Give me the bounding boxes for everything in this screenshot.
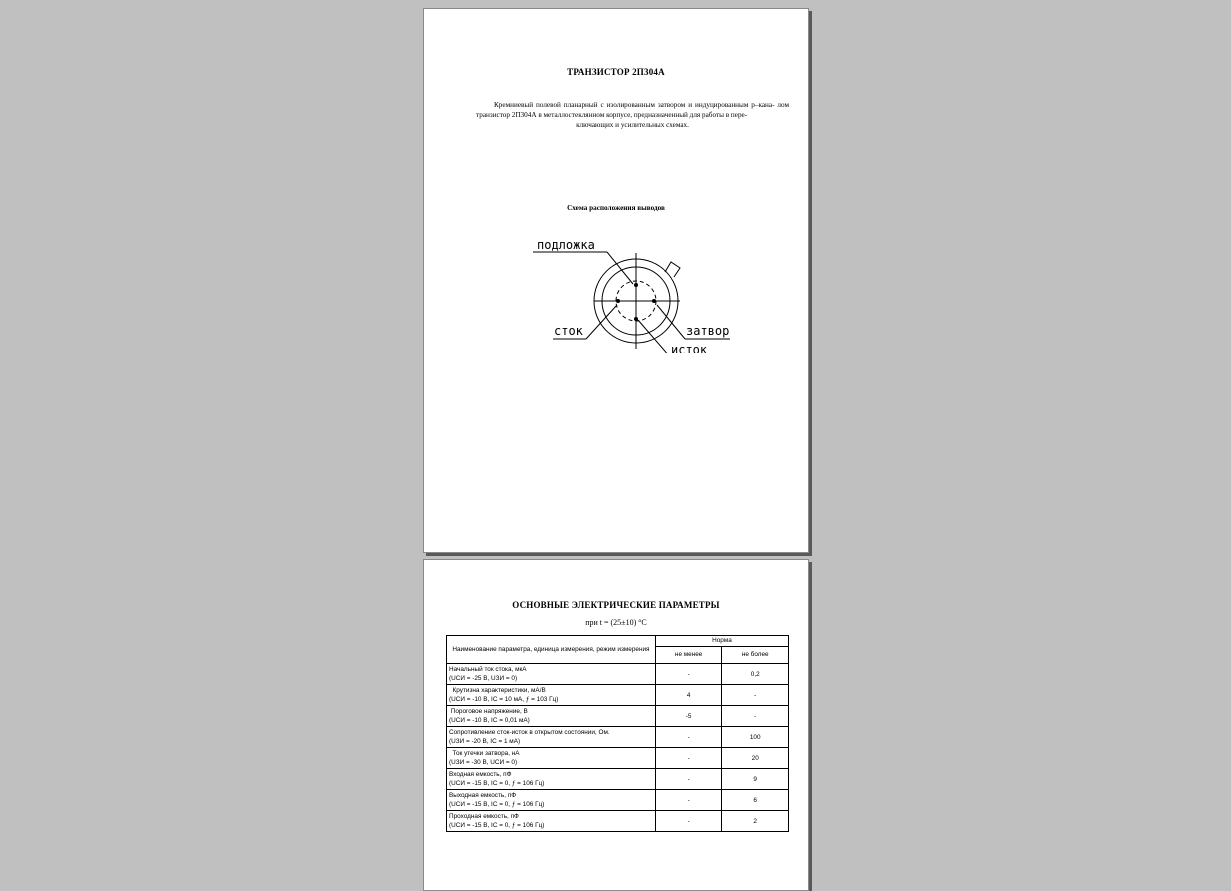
document-page-1 xyxy=(423,8,809,553)
intro-line: Кремниевый полевой планарный с изолированным затвором и индуцированным p–кана- xyxy=(494,101,775,109)
max-value: 100 xyxy=(722,727,789,748)
min-value: - xyxy=(655,811,722,832)
header-norm: Норма xyxy=(655,636,788,647)
max-value: - xyxy=(722,706,789,727)
intro-paragraph xyxy=(476,100,789,130)
table-row xyxy=(447,664,789,685)
parameter-mode: (UЗИ = -30 В, UСИ = 0) xyxy=(449,759,518,766)
parameter-name: Сопротивление сток-исток в открытом состоянии, Ом. xyxy=(449,729,610,736)
max-value: 6 xyxy=(722,790,789,811)
table-row xyxy=(447,706,789,727)
parameter-cell xyxy=(447,664,656,685)
intro-line: ключающих и усилительных схемах. xyxy=(576,121,689,129)
parameter-name: Ток утечки затвора, нА xyxy=(449,750,520,757)
min-value: - xyxy=(655,769,722,790)
max-value: - xyxy=(722,685,789,706)
max-value: 0,2 xyxy=(722,664,789,685)
parameter-mode: (UСИ = -25 В, UЗИ = 0) xyxy=(449,675,518,682)
min-value: - xyxy=(655,727,722,748)
parameter-mode: (UСИ = -15 В, IС = 0, ƒ = 106 Гц) xyxy=(449,822,545,829)
pin-label-drain: сток xyxy=(554,324,583,338)
parameter-name: Начальный ток стока, мкА xyxy=(449,666,527,673)
min-value: - xyxy=(655,748,722,769)
measurement-conditions: при t = (25±10) °С xyxy=(585,618,647,627)
parameter-cell xyxy=(447,748,656,769)
intro-line: лом транзистор 2П304А в металлостеклянном корпусе, предназначенный для работы в пере- xyxy=(476,101,790,119)
parameter-mode: (UСИ = -15 В, IС = 0, ƒ = 106 Гц) xyxy=(449,801,545,808)
pin-label-gate: затвор xyxy=(686,324,730,338)
parameter-cell xyxy=(447,790,656,811)
min-value: -5 xyxy=(655,706,722,727)
max-value: 9 xyxy=(722,769,789,790)
page-title: ТРАНЗИСТОР 2П304А xyxy=(567,67,665,77)
parameter-mode: (UСИ = -10 В, IС = 0,01 мА) xyxy=(449,717,530,724)
table-row xyxy=(447,685,789,706)
section-title: ОСНОВНЫЕ ЭЛЕКТРИЧЕСКИЕ ПАРАМЕТРЫ xyxy=(512,600,720,610)
pin-label-source: исток xyxy=(671,343,708,353)
parameter-name: Входная емкость, пФ xyxy=(449,771,512,778)
parameter-name: Крутизна характеристики, мА/В xyxy=(449,687,546,694)
header-min: не менее xyxy=(655,647,722,664)
parameter-name: Проходная емкость, пФ xyxy=(449,813,519,820)
max-value: 20 xyxy=(722,748,789,769)
pin-label-substrate: подложка xyxy=(537,238,595,252)
parameter-cell xyxy=(447,769,656,790)
pinout-diagram xyxy=(524,223,734,353)
parameter-mode: (UЗИ = -20 В, IС = 1 мА) xyxy=(449,738,521,745)
table-row xyxy=(447,790,789,811)
min-value: - xyxy=(655,790,722,811)
parameter-mode: (UСИ = -15 В, IС = 0, ƒ = 106 Гц) xyxy=(449,780,545,787)
header-max: не более xyxy=(722,647,789,664)
parameters-table xyxy=(446,635,789,832)
table-row xyxy=(447,769,789,790)
table-body xyxy=(447,664,789,832)
parameter-cell xyxy=(447,685,656,706)
header-parameter-name: Наименование параметра, единица измерения, режим измерения xyxy=(447,636,656,664)
table-row xyxy=(447,811,789,832)
parameter-cell xyxy=(447,811,656,832)
diagram-title: Схема расположения выводов xyxy=(567,204,665,212)
document-page-2 xyxy=(423,559,809,891)
min-value: 4 xyxy=(655,685,722,706)
max-value: 2 xyxy=(722,811,789,832)
table-row xyxy=(447,727,789,748)
parameter-cell xyxy=(447,706,656,727)
table-row xyxy=(447,748,789,769)
parameter-mode: (UСИ = -10 В, IС = 10 мА, ƒ = 103 Гц) xyxy=(449,696,559,703)
min-value: - xyxy=(655,664,722,685)
parameter-name: Выходная емкость, пФ xyxy=(449,792,517,799)
parameter-name: Пороговое напряжение, В xyxy=(449,708,528,715)
parameter-cell xyxy=(447,727,656,748)
